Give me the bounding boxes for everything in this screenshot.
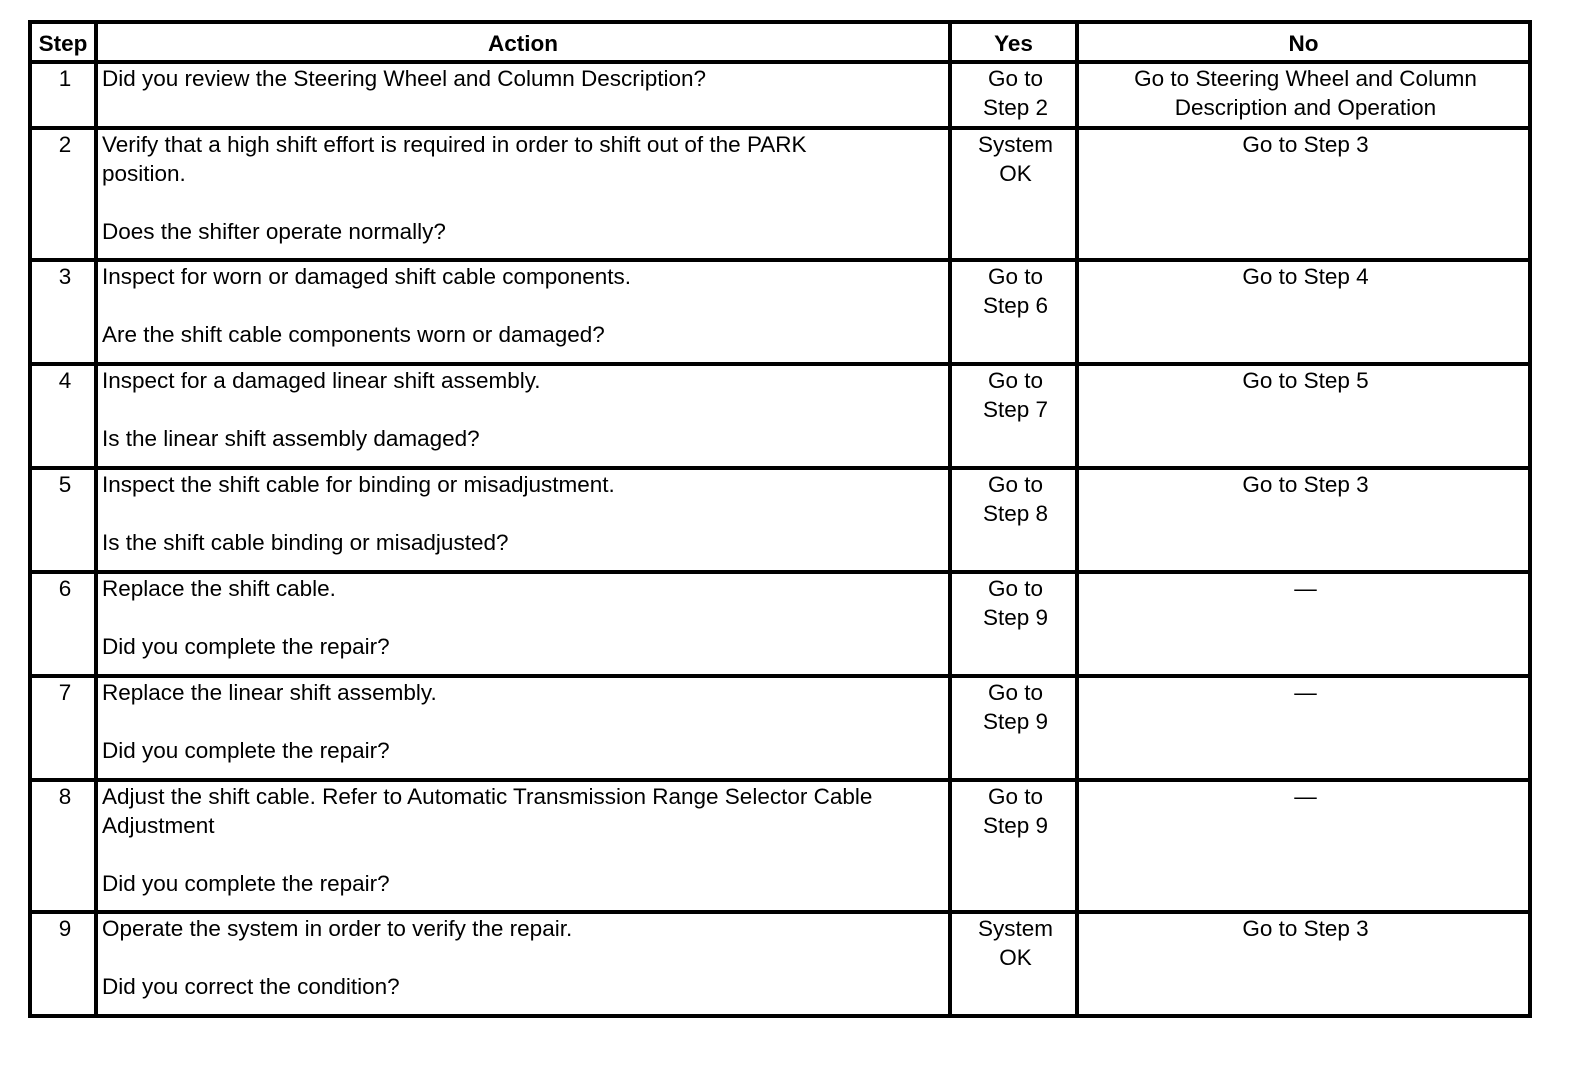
action-cell (96, 912, 950, 1016)
yes-line-1: Go to (987, 66, 1044, 91)
yes-line-1: Go to (987, 576, 1044, 601)
action-question: Is the shift cable binding or misadjusted? (102, 530, 509, 555)
action-cell (96, 128, 950, 260)
action-question: Does the shifter operate normally? (102, 219, 446, 244)
step-number: 9 (30, 912, 96, 1016)
action-cell (96, 468, 950, 572)
yes-line-2: OK (999, 161, 1032, 186)
action-cell (96, 260, 950, 364)
yes-cell (950, 128, 1077, 260)
action-question: Did you complete the repair? (102, 634, 390, 659)
table-row (30, 676, 1530, 780)
step-number: 1 (30, 62, 96, 128)
yes-line-2: Step 7 (982, 397, 1049, 422)
yes-line-1: Go to (987, 784, 1044, 809)
table-row (30, 364, 1530, 468)
no-line-1: — (1294, 784, 1317, 809)
table-row (30, 468, 1530, 572)
step-number: 5 (30, 468, 96, 572)
action-cell (96, 676, 950, 780)
yes-line-2: Step 2 (982, 95, 1049, 120)
action-cell (96, 364, 950, 468)
yes-line-2: Step 9 (982, 709, 1049, 734)
step-number: 2 (30, 128, 96, 260)
yes-line-2: OK (999, 945, 1032, 970)
action-cell (96, 572, 950, 676)
yes-cell (950, 260, 1077, 364)
header-row (30, 22, 1530, 62)
yes-line-1: Go to (987, 680, 1044, 705)
yes-line-1: System (977, 132, 1053, 157)
yes-cell (950, 676, 1077, 780)
diagnostic-table (28, 20, 1532, 1018)
table-row (30, 572, 1530, 676)
action-instruction: Replace the linear shift assembly. (102, 680, 437, 705)
yes-cell (950, 912, 1077, 1016)
table-row (30, 780, 1530, 912)
action-question: Is the linear shift assembly damaged? (102, 426, 480, 451)
step-number: 3 (30, 260, 96, 364)
step-number: 8 (30, 780, 96, 912)
action-question: Did you complete the repair? (102, 871, 390, 896)
no-cell (1077, 364, 1530, 468)
no-line-1: — (1294, 680, 1317, 705)
action-cell (96, 62, 950, 128)
action-instruction: Adjust the shift cable. Refer to Automatic Transmission Range Selector Cable Adjustment (102, 784, 878, 838)
action-question: Are the shift cable components worn or damaged? (102, 322, 605, 347)
no-line-1: Go to Step 3 (1242, 472, 1369, 497)
yes-line-2: Step 9 (982, 813, 1049, 838)
action-instruction: Verify that a high shift effort is required in order to shift out of the PARK position. (102, 132, 813, 186)
table-row (30, 260, 1530, 364)
yes-cell (950, 780, 1077, 912)
action-cell (96, 780, 950, 912)
no-line-2: Description and Operation (1174, 95, 1437, 120)
no-cell (1077, 912, 1530, 1016)
action-instruction: Replace the shift cable. (102, 576, 336, 601)
no-line-1: Go to Step 5 (1242, 368, 1369, 393)
no-cell (1077, 260, 1530, 364)
no-cell (1077, 468, 1530, 572)
table-row (30, 912, 1530, 1016)
action-question: Did you complete the repair? (102, 738, 390, 763)
no-line-1: Go to Step 3 (1242, 916, 1369, 941)
yes-line-1: Go to (987, 472, 1044, 497)
action-instruction: Inspect for a damaged linear shift assembly. (102, 368, 541, 393)
yes-cell (950, 468, 1077, 572)
no-line-1: Go to Step 4 (1242, 264, 1369, 289)
header-no: No (1077, 22, 1530, 62)
header-yes: Yes (950, 22, 1077, 62)
no-cell (1077, 128, 1530, 260)
header-step: Step (30, 22, 96, 62)
action-instruction: Inspect for worn or damaged shift cable components. (102, 264, 632, 289)
yes-cell (950, 364, 1077, 468)
no-cell (1077, 572, 1530, 676)
header-action: Action (96, 22, 950, 62)
table-row (30, 128, 1530, 260)
yes-line-2: Step 8 (982, 501, 1049, 526)
yes-cell (950, 62, 1077, 128)
yes-line-2: Step 9 (982, 605, 1049, 630)
table-row (30, 62, 1530, 128)
yes-line-1: Go to (987, 368, 1044, 393)
yes-cell (950, 572, 1077, 676)
yes-line-2: Step 6 (982, 293, 1049, 318)
step-number: 7 (30, 676, 96, 780)
yes-line-1: Go to (987, 264, 1044, 289)
no-line-1: — (1294, 576, 1317, 601)
step-number: 6 (30, 572, 96, 676)
yes-line-1: System (977, 916, 1053, 941)
no-cell (1077, 780, 1530, 912)
no-line-1: Go to Steering Wheel and Column (1134, 66, 1477, 91)
action-question: Did you correct the condition? (102, 974, 400, 999)
action-instruction: Did you review the Steering Wheel and Column Description? (102, 66, 707, 91)
no-cell (1077, 676, 1530, 780)
action-instruction: Inspect the shift cable for binding or misadjustment. (102, 472, 615, 497)
action-instruction: Operate the system in order to verify the repair. (102, 916, 573, 941)
step-number: 4 (30, 364, 96, 468)
no-line-1: Go to Step 3 (1242, 132, 1369, 157)
no-cell (1077, 62, 1530, 128)
